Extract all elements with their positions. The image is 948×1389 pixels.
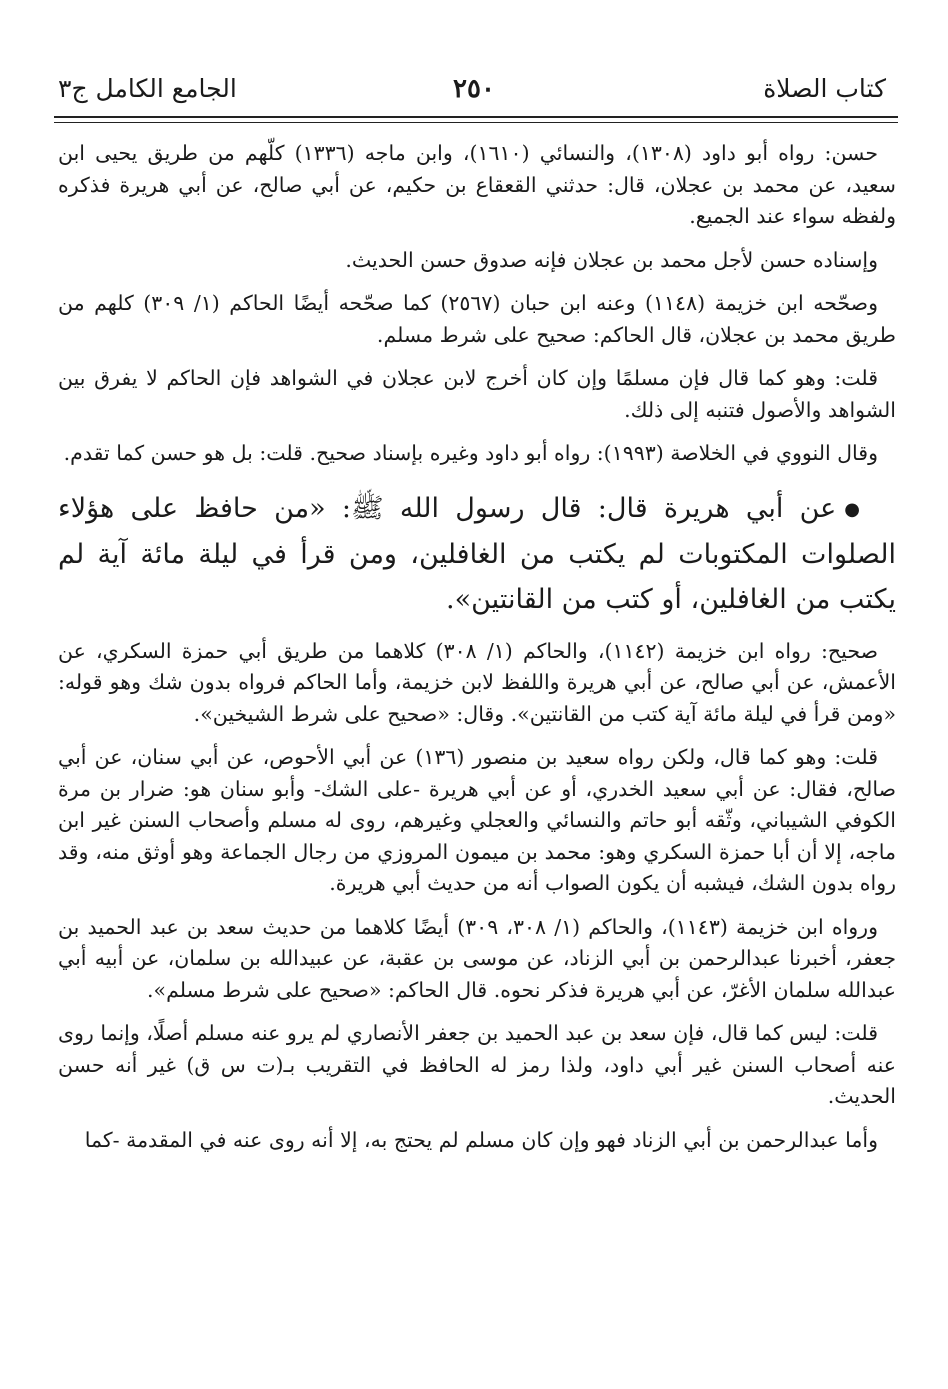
book-title: كتاب الصلاة — [763, 74, 886, 103]
page-header — [50, 68, 898, 114]
paragraph: ورواه ابن خزيمة (١١٤٣)، والحاكم (١/ ٣٠٨، ٣٠٩) أيضًا كلاهما من حديث سعد بن عبد الحميد بن جعفر، أخبرنا عبدالرحمن بن أبي الزناد، عن موسى بن عقبة، عن عبيدالله بن سلمان، عن أبيه أبي عبدالله سلمان الأغرّ، عن أبي هريرة فذكر نحوه. قال الحاكم: «صحيح على شرط مسلم». — [58, 914, 896, 1002]
hadith-text — [58, 486, 896, 622]
hadith-body: عن أبي هريرة قال: قال رسول الله ﷺ: «من حافظ على هؤلاء الصلوات المكتوبات لم يكتب من الغافلين، ومن قرأ في ليلة مائة آية لم يكتب من الغافلين، أو كتب من القانتين». — [58, 492, 896, 615]
paragraph: صحيح: رواه ابن خزيمة (١١٤٢)، والحاكم (١/ ٣٠٨) كلاهما من طريق أبي حمزة السكري، عن الأعمش، عن أبي صالح، عن أبي هريرة واللفظ لابن خزيمة، وأما الحاكم فرواه بدون شك وهو قوله: «ومن قرأ في ليلة مائة آية كتب من القانتين». وقال: «صحيح على شرط الشيخين». — [58, 638, 896, 726]
paragraph: وصحّحه ابن خزيمة (١١٤٨) وعنه ابن حبان (٢٥٦٧) كما صحّحه أيضًا الحاكم (١/ ٣٠٩) كلهم من طريق محمد بن عجلان، قال الحاكم: صحيح على شرط مسلم. — [58, 291, 896, 347]
header-rule-thin — [54, 122, 898, 123]
paragraph: قلت: وهو كما قال، ولكن رواه سعيد بن منصور (١٣٦) عن أبي الأحوص، عن أبي سنان، عن أبي صالح، فقال: عن أبي سعيد الخدري، أو عن أبي هريرة -على الشك- وأبو سنان هو: ضرار بن مرة الكوفي الشيباني، وثّقه أبو حاتم والنسائي والعجلي وغيرهم، روى له مسلم وأصحاب السنن غير ابن ماجه، إلا أن أبا حمزة السكري وهو: محمد بن ميمون المروزي من رجال الجماعة وهو أوثق منه، وقد رواه بدون الشك، فيشبه أن يكون الصواب أنه من حديث أبي هريرة. — [58, 745, 896, 895]
header-rule-thick — [54, 116, 898, 118]
paragraph: حسن: رواه أبو داود (١٣٠٨)، والنسائي (١٦١٠)، وابن ماجه (١٣٣٦) كلّهم من طريق يحيى ابن سعيد، عن محمد بن عجلان، قال: حدثني القعقاع بن حكيم، عن أبي صالح، عن أبي هريرة فذكره ولفظه سواء عند الجميع. — [58, 141, 896, 228]
paragraph: قلت: وهو كما قال فإن مسلمًا وإن كان أخرج لابن عجلان في الشواهد فإن الحاكم لا يفرق بين الشواهد والأصول فتنبه إلى ذلك. — [58, 366, 896, 422]
collection-title: الجامع الكامل ج٣ — [58, 74, 237, 103]
page-number: ٢٥٠ — [453, 74, 495, 104]
paragraph: وأما عبدالرحمن بن أبي الزناد فهو وإن كان مسلم لم يحتج به، إلا أنه روى عنه في المقدمة -كما — [84, 1127, 878, 1152]
bullet-icon: ● — [844, 498, 860, 520]
paragraph: قلت: ليس كما قال، فإن سعد بن عبد الحميد بن جعفر الأنصاري لم يرو عنه مسلم أصلًا، وإنما روى عنه أصحاب السنن غير أبي داود، ولذا رمز له الحافظ في التقريب بـ(ت س ق) غير أنه حسن الحديث. — [57, 1021, 896, 1108]
paragraph: وإسناده حسن لأجل محمد بن عجلان فإنه صدوق حسن الحديث. — [345, 247, 878, 272]
page-body — [58, 138, 896, 1168]
paragraph: وقال النووي في الخلاصة (١٩٩٣): رواه أبو داود وغيره بإسناد صحيح. قلت: بل هو حسن كما تقدم. — [63, 441, 878, 465]
